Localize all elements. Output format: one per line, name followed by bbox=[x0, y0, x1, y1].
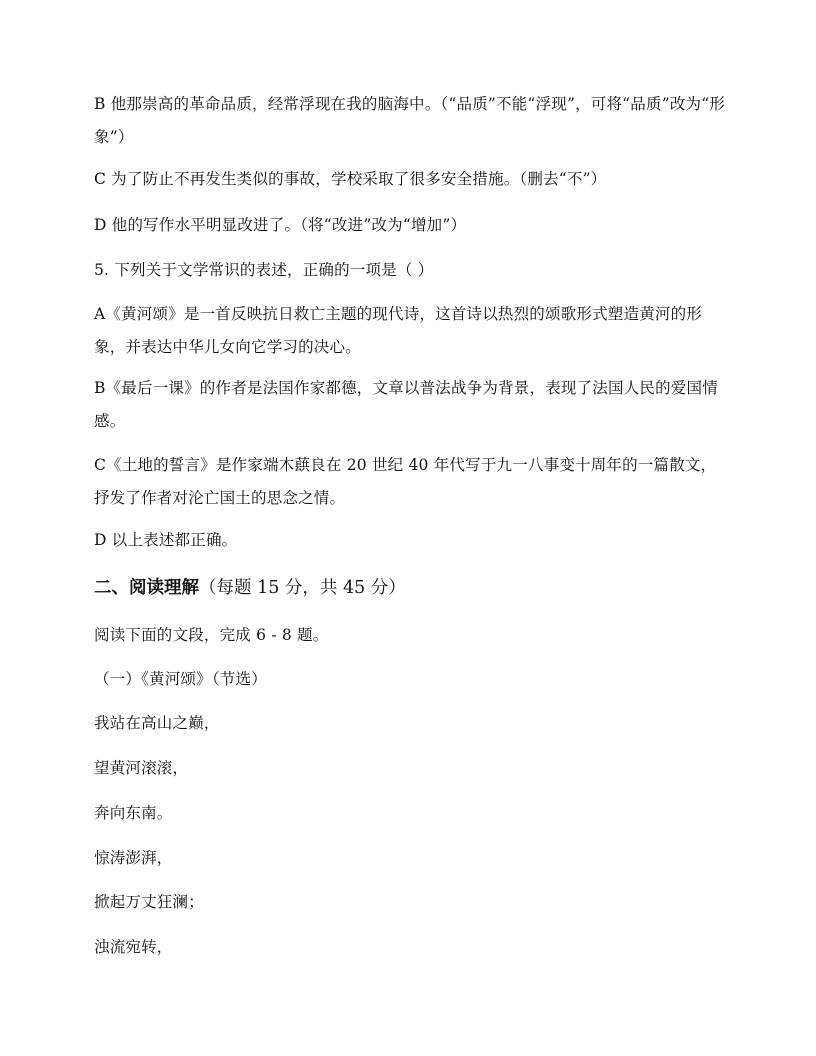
question-5-option-a: A《黄河颂》是一首反映抗日救亡主题的现代诗，这首诗以热烈的颂歌形式塑造黄河的形象，并表达中华儿女向它学习的决心。 bbox=[94, 305, 702, 356]
question-5-option-b: B《最后一课》的作者是法国作家都德，文章以普法战争为背景，表现了法国人民的爱国情感。 bbox=[94, 379, 718, 430]
question-5-option-c: C《土地的誓言》是作家端木蕻良在 20 世纪 40 年代写于九一八事变十周年的一篇散文，抒发了作者对沦亡国土的思念之情。 bbox=[94, 456, 717, 507]
question-5-option-d: D 以上表述都正确。 bbox=[94, 531, 238, 549]
passage-title: （一）《黄河颂》（节选） bbox=[94, 670, 267, 688]
reading-instruction: 阅读下面的文段，完成 6 - 8 题。 bbox=[94, 626, 329, 644]
section-heading bbox=[94, 572, 730, 605]
poem-line: 惊涛澎湃， bbox=[94, 849, 173, 867]
section-heading-score-note: （每题 15 分，共 45 分） bbox=[199, 578, 406, 598]
option-b-sentence: B 他那崇高的革命品质，经常浮现在我的脑海中。（“品质”不能“浮现”，可将“品质”改为“形象”） bbox=[94, 95, 726, 146]
section-heading-title: 二、阅读理解 bbox=[94, 578, 199, 598]
option-d-sentence: D 他的写作水平明显改进了。（将“改进”改为“增加”） bbox=[94, 216, 467, 234]
poem-line: 望黄河滚滚， bbox=[94, 759, 189, 777]
question-5-stem: 5. 下列关于文学常识的表述，正确的一项是（ ） bbox=[94, 261, 434, 279]
option-c-sentence: C 为了防止不再发生类似的事故，学校采取了很多安全措施。（删去“不”） bbox=[94, 170, 607, 188]
poem-line: 奔向东南。 bbox=[94, 804, 173, 822]
poem-line: 掀起万丈狂澜； bbox=[94, 893, 204, 911]
poem-line: 我站在高山之巅， bbox=[94, 714, 220, 732]
poem-line: 浊流宛转， bbox=[94, 938, 173, 956]
